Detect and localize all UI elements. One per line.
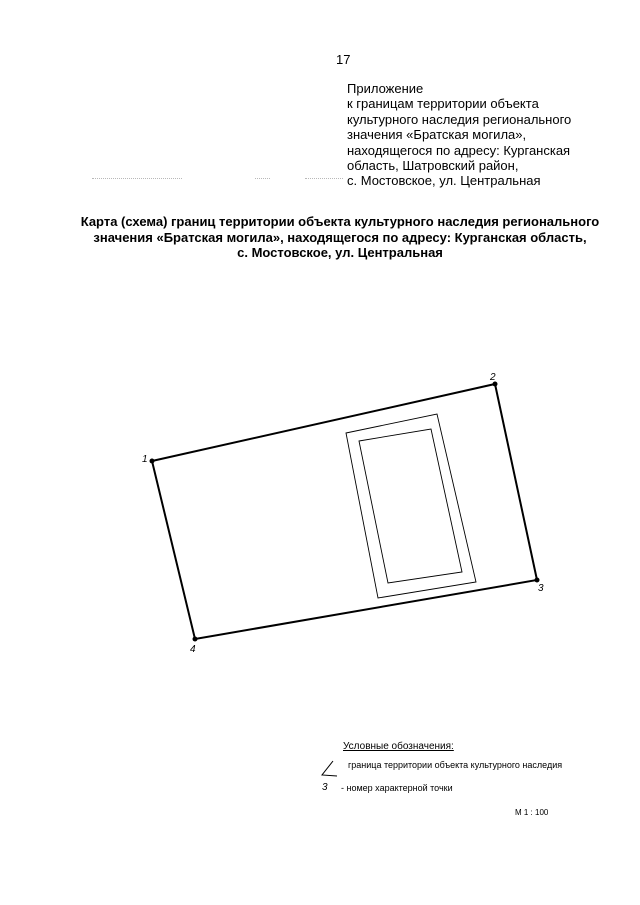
map-scale: М 1 : 100 xyxy=(515,808,549,817)
appendix-line: Приложение xyxy=(347,81,424,96)
legend-point-number-sample: 3 xyxy=(322,782,328,793)
grave-outer-outline xyxy=(346,414,476,598)
point-label: 3 xyxy=(538,583,544,594)
legend-boundary-text: граница территории объекта культурного наследия xyxy=(348,760,563,770)
page-number: 17 xyxy=(336,52,351,67)
map-title-line: с. Мостовское, ул. Центральная xyxy=(237,245,443,260)
map-title-line: значения «Братская могила», находящегося по адресу: Курганская область, xyxy=(93,229,587,245)
territory-boundary xyxy=(152,384,537,639)
legend-boundary-line-symbol xyxy=(322,761,337,776)
point-label: 4 xyxy=(190,644,196,655)
point-label: 2 xyxy=(490,372,496,383)
grave-inner-outline xyxy=(359,429,462,583)
boundary-point-marker xyxy=(193,637,198,642)
appendix-line: к границам территории объекта xyxy=(347,96,539,112)
map-title-line: Карта (схема) границ территории объекта культурного наследия регионального xyxy=(80,214,600,229)
legend-title: Условные обозначения: xyxy=(343,741,454,752)
appendix-line: значения «Братская могила», xyxy=(347,127,527,143)
point-label: 1 xyxy=(142,454,148,465)
boundary-point-marker xyxy=(535,578,540,583)
appendix-line: находящегося по адресу: Курганская xyxy=(347,142,571,158)
legend-point-number-text: - номер характерной точки xyxy=(341,783,453,793)
appendix-line: с. Мостовское, ул. Центральная xyxy=(347,173,541,189)
boundary-point-marker xyxy=(150,459,155,464)
appendix-line: культурного наследия регионального xyxy=(347,111,572,127)
appendix-line: область, Шатровский район, xyxy=(347,158,519,174)
